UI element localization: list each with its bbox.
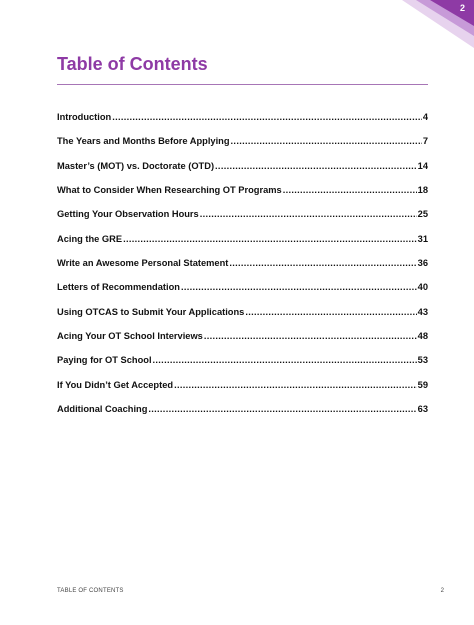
toc-entry-page: 40 [417, 282, 428, 293]
toc-entry-mot-vs-otd[interactable] [57, 161, 428, 185]
toc-entry-page: 14 [417, 160, 428, 171]
toc-leader-dots [153, 355, 417, 365]
toc-entry-page: 36 [417, 258, 428, 269]
toc-entry-label: Write an Awesome Personal Statement [57, 258, 229, 269]
toc-entry-label: Master’s (MOT) vs. Doctorate (OTD) [57, 160, 215, 171]
toc-entry-label: The Years and Months Before Applying [57, 136, 230, 147]
title-divider [57, 84, 428, 85]
toc-entry-gre[interactable] [57, 234, 428, 258]
toc-entry-label: What to Consider When Researching OT Programs [57, 185, 282, 196]
toc-entry-interviews[interactable] [57, 331, 428, 355]
footer-page-number: 2 [440, 588, 444, 594]
toc-leader-dots [229, 258, 416, 268]
toc-entry-years-months[interactable] [57, 136, 428, 160]
toc-entry-label: Introduction [57, 112, 112, 122]
toc-entry-paying[interactable] [57, 355, 428, 379]
toc-entry-otcas[interactable] [57, 307, 428, 331]
toc-entry-personal-statement[interactable] [57, 258, 428, 282]
toc-entry-label: Acing the GRE [57, 233, 123, 244]
toc-entry-label: Additional Coaching [57, 404, 148, 415]
toc-entry-label: Using OTCAS to Submit Your Applications [57, 306, 245, 317]
toc-leader-dots [123, 234, 417, 244]
header-page-number: 2 [459, 3, 465, 13]
toc-entry-researching-programs[interactable] [57, 185, 428, 209]
toc-entry-page: 18 [417, 185, 428, 196]
toc-leader-dots [283, 185, 417, 195]
toc-entry-page: 63 [417, 404, 428, 415]
toc-leader-dots [231, 136, 422, 146]
toc-entry-label: If You Didn’t Get Accepted [57, 379, 174, 390]
page-title: Table of Contents [57, 54, 208, 74]
toc-entry-page: 4 [422, 112, 428, 122]
toc-entry-label: Getting Your Observation Hours [57, 209, 199, 220]
toc-entry-additional-coaching[interactable] [57, 404, 428, 428]
toc-entry-observation-hours[interactable] [57, 209, 428, 233]
toc-leader-dots [215, 161, 417, 171]
toc-leader-dots [112, 112, 422, 122]
toc-entry-page: 25 [417, 209, 428, 220]
toc-entry-page: 7 [422, 136, 428, 147]
toc-leader-dots [174, 380, 417, 390]
toc-entry-label: Acing Your OT School Interviews [57, 331, 203, 342]
toc-entry-page: 59 [417, 379, 428, 390]
toc-entry-letters[interactable] [57, 282, 428, 306]
toc-entry-page: 53 [417, 355, 428, 366]
toc-entry-page: 43 [417, 306, 428, 317]
toc-entry-not-accepted[interactable] [57, 380, 428, 404]
toc-entry-page: 48 [417, 331, 428, 342]
table-of-contents [57, 112, 428, 428]
toc-leader-dots [245, 307, 416, 317]
toc-leader-dots [181, 282, 417, 292]
toc-entry-page: 31 [417, 233, 428, 244]
toc-entry-label: Letters of Recommendation [57, 282, 180, 293]
toc-leader-dots [200, 209, 417, 219]
toc-leader-dots [204, 331, 417, 341]
toc-entry-label: Paying for OT School [57, 355, 152, 366]
toc-leader-dots [148, 404, 416, 414]
footer-section-label: TABLE OF CONTENTS [57, 588, 124, 594]
toc-entry-introduction[interactable] [57, 112, 428, 136]
